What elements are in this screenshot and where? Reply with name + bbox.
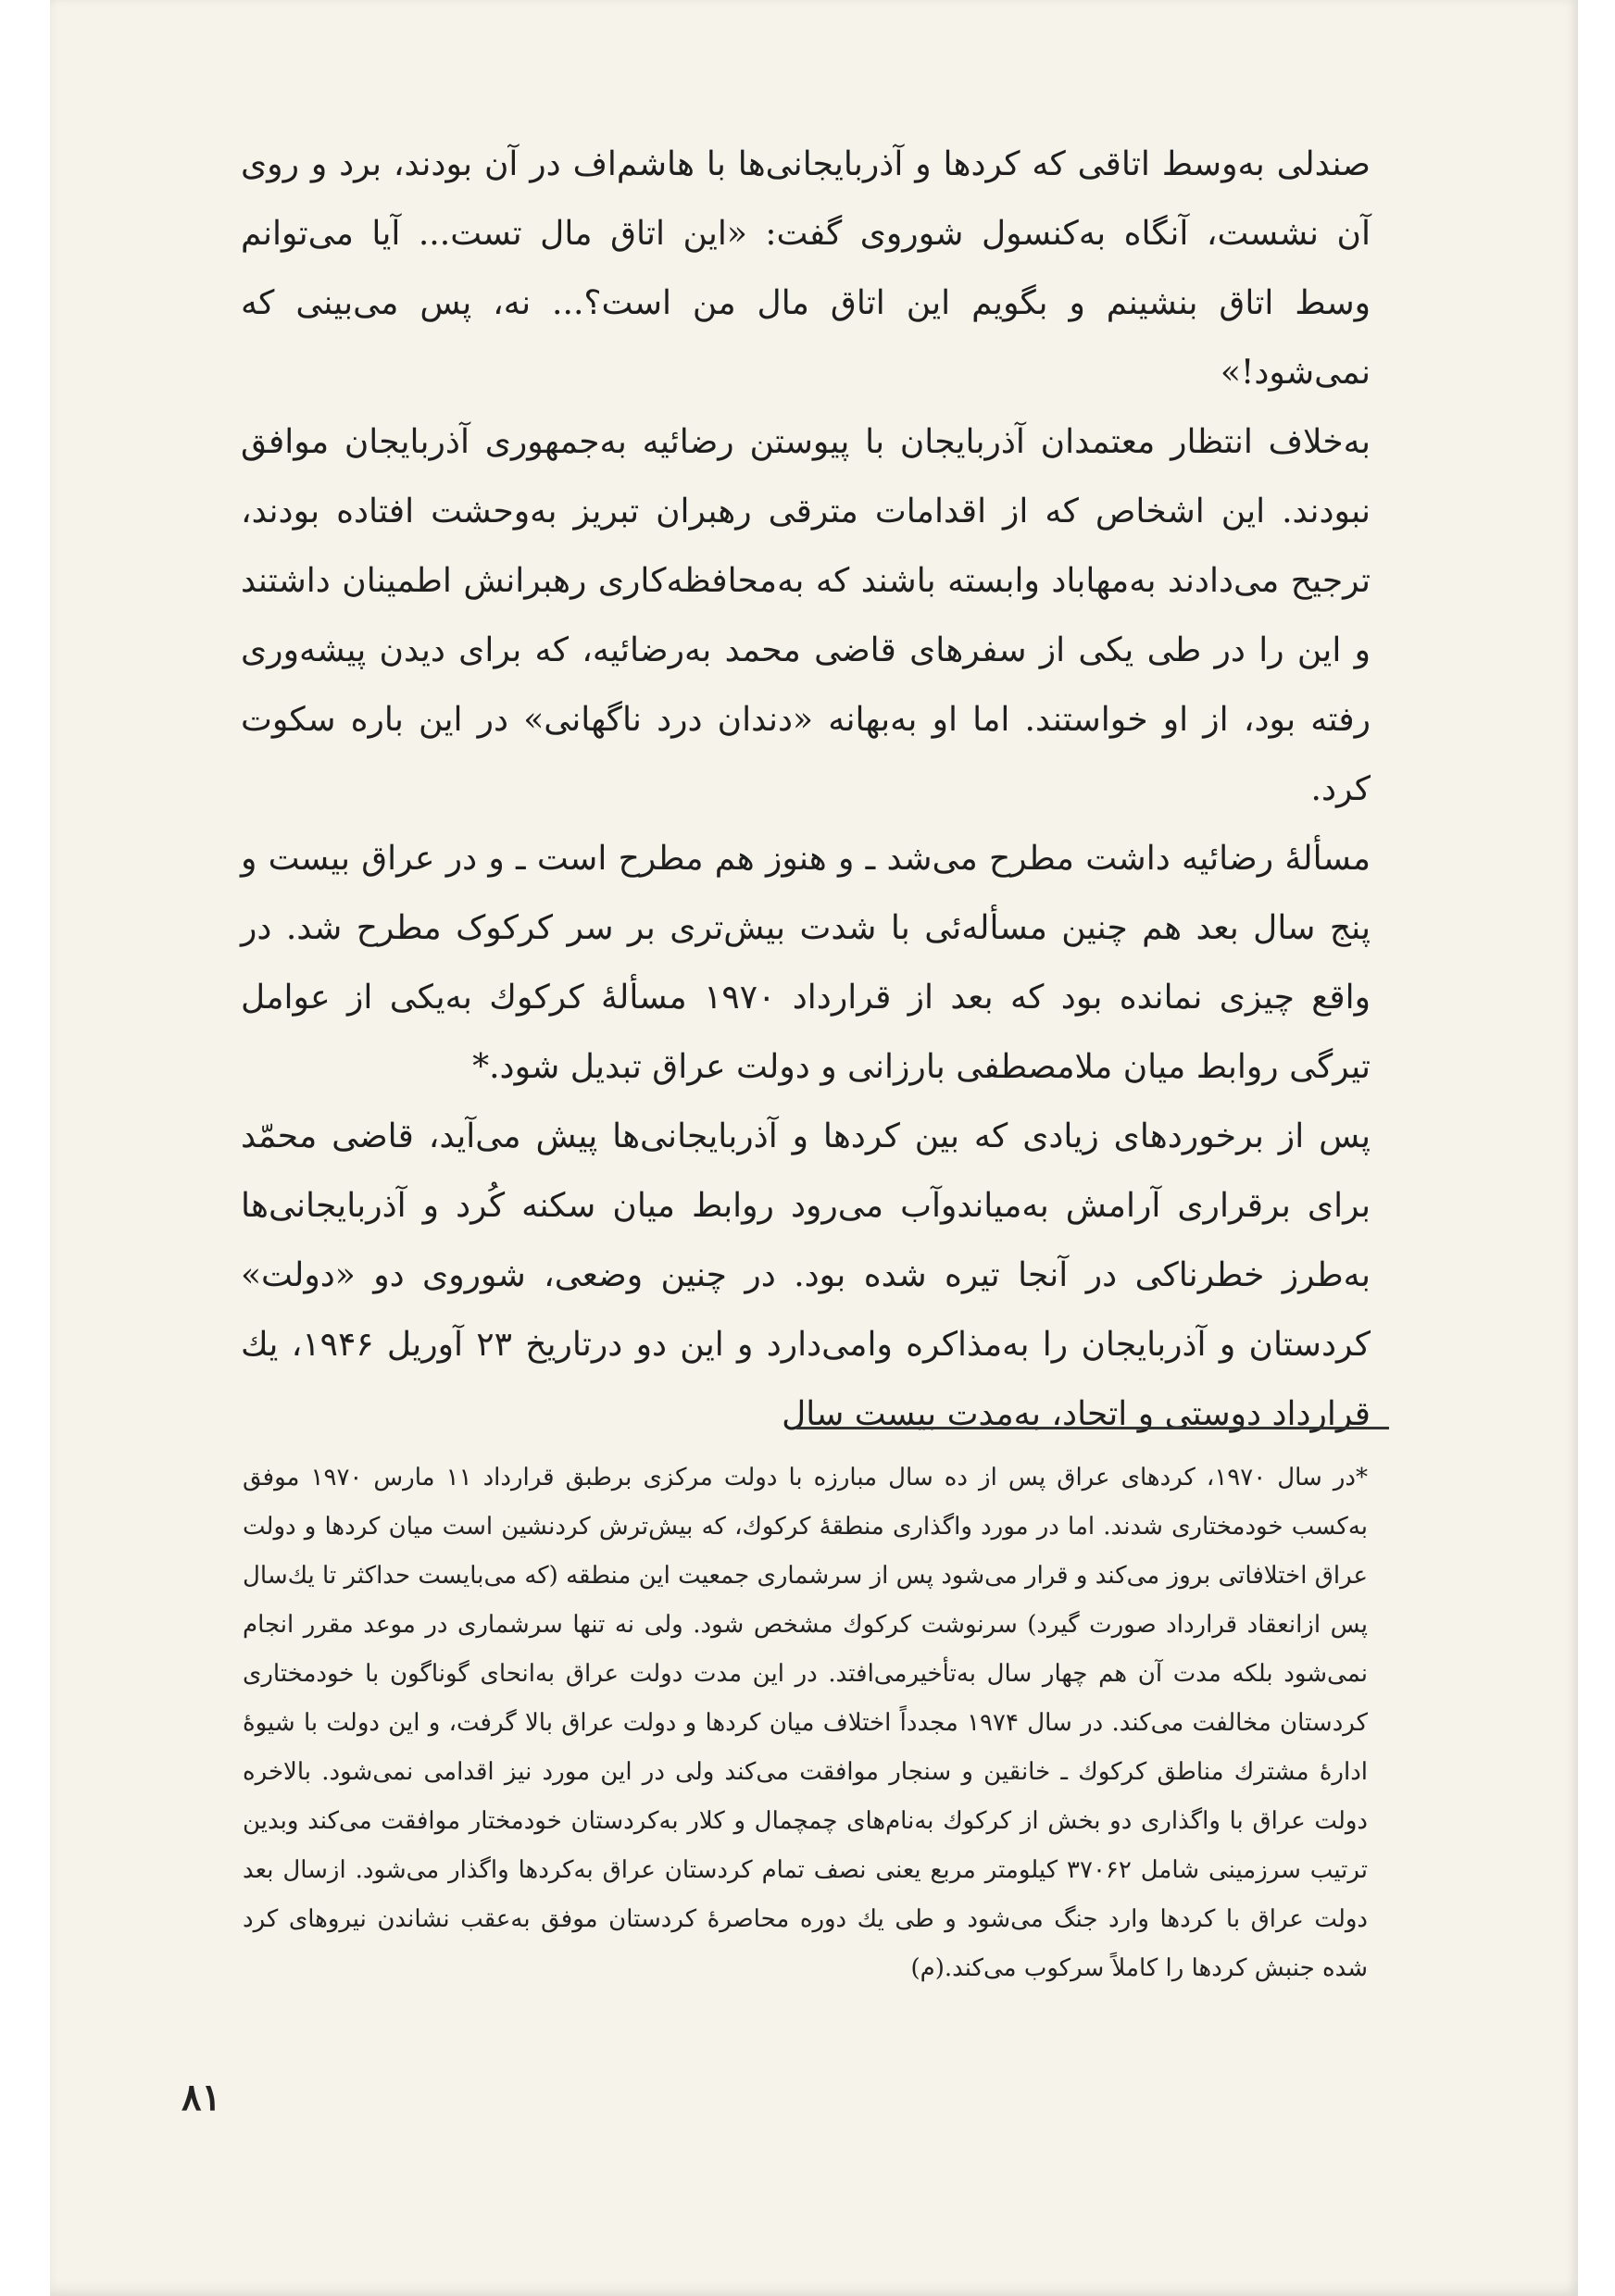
footnote-divider bbox=[796, 1427, 1389, 1429]
footnote-text: *در سال ۱۹۷۰، کردهای عراق پس از ده سال مبارزه با دولت مرکزی برطبق قرارداد ۱۱ مارس ۱۹۷۰ موفق به‌کسب خودمختاری شدند. اما در مورد واگذاری منطقهٔ کرکوك، که بیش‌ترش کردنشین است میان کردها و دولت عراق اختلافاتی بروز می‌کند و قرار می‌شود پس از سرشماری جمعیت این منطقه (که می‌بایست حداکثر تا یك‌سال پس ازانعقاد قرارداد صورت گیرد) سرنوشت کرکوك مشخص شود. ولی نه تنها سرشماری در موعد مقرر انجام نمی‌شود بلکه مدت آن هم چهار سال به‌تأخیرمی‌افتد. در این مدت دولت عراق به‌انحای گوناگون با خودمختاری کردستان مخالفت می‌کند. در سال ۱۹۷۴ مجدداً اختلاف میان کردها و دولت عراق بالا گرفت، و این دولت با شیوهٔ ادارهٔ مشترك مناطق کرکوك ـ خانقین و سنجار موافقت می‌کند ولی در این مورد نیز اقدامی نمی‌شود. بالاخره دولت عراق با واگذاری دو بخش از کرکوك به‌نام‌های چمچمال و کلار به‌کردستان خودمختار موافقت می‌کند وبدین ترتیب سرزمینی شامل ۳۷۰۶۲ کیلومتر مربع یعنی نصف تمام کردستان عراق به‌کردها واگذار می‌شود. ازسال بعد دولت عراق با کردها وارد جنگ می‌شود و طی یك دوره محاصرهٔ کردستان موفق به‌عقب نشاندن نیروهای کرد شده جنبش کردها را کاملاً سرکوب می‌کند.(م) bbox=[243, 1464, 1368, 1982]
paragraph-2: به‌خلاف انتظار معتمدان آذربایجان با پیوستن رضائیه به‌جمهوری آذربایجان موافق نبودند. این اشخاص که از اقدامات مترقی رهبران تبریز به‌وحشت افتاده بودند، ترجیح می‌دادند به‌مهاباد وابسته باشند که به‌محافظه‌کاری رهبرانش اطمینان داشتند و این را در طی یکی از سفرهای قاضی محمد به‌رضائیه، که برای دیدن پیشه‌وری رفته بود، از او خواستند. اما او به‌بهانه «دندان درد ناگهانی» در این باره سکوت کرد. bbox=[241, 423, 1371, 808]
footnote bbox=[243, 1454, 1368, 1993]
paragraph-3: مسألهٔ رضائیه داشت مطرح می‌شد ـ و هنوز هم مطرح است ـ و در عراق بیست و پنج سال بعد هم چنین مسأله‌ئی با شدت بیش‌تری بر سر کرکوک مطرح شد. در واقع چیزی نمانده بود که بعد از قرارداد ۱۹۷۰ مسألهٔ کرکوك به‌یکی از عوامل تیرگی روابط میان ملامصطفی بارزانی و دولت عراق تبدیل شود.* bbox=[241, 840, 1371, 1086]
body-text bbox=[241, 130, 1371, 1449]
scan-margin bbox=[1578, 0, 1615, 2296]
page-number: ۸۱ bbox=[182, 2076, 221, 2119]
paragraph-4: پس از برخوردهای زیادی که بین کردها و آذربایجانی‌ها پیش می‌آید، قاضی محمّد برای برقراری آرامش به‌میاندوآب می‌رود روابط میان سکنه کُرد و آذربایجانی‌ها به‌طرز خطرناکی در آنجا تیره شده بود. در چنین وضعی، شوروی دو «دولت» کردستان و آذربایجان را به‌مذاکره وامی‌دارد و این دو درتاریخ ۲۳ آوریل ۱۹۴۶، یك قرارداد دوستی و اتحاد، به‌مدت بیست سال bbox=[241, 1117, 1371, 1433]
paragraph-1: صندلی به‌وسط اتاقی که کردها و آذربایجانی‌ها با هاشم‌اف در آن بودند، برد و روی آن نشست، آنگاه به‌کنسول شوروی گفت: «این اتاق مال تست... آیا می‌توانم وسط اتاق بنشینم و بگویم این اتاق مال من است؟... نه، پس می‌بینی که نمی‌شود!» bbox=[241, 145, 1371, 392]
